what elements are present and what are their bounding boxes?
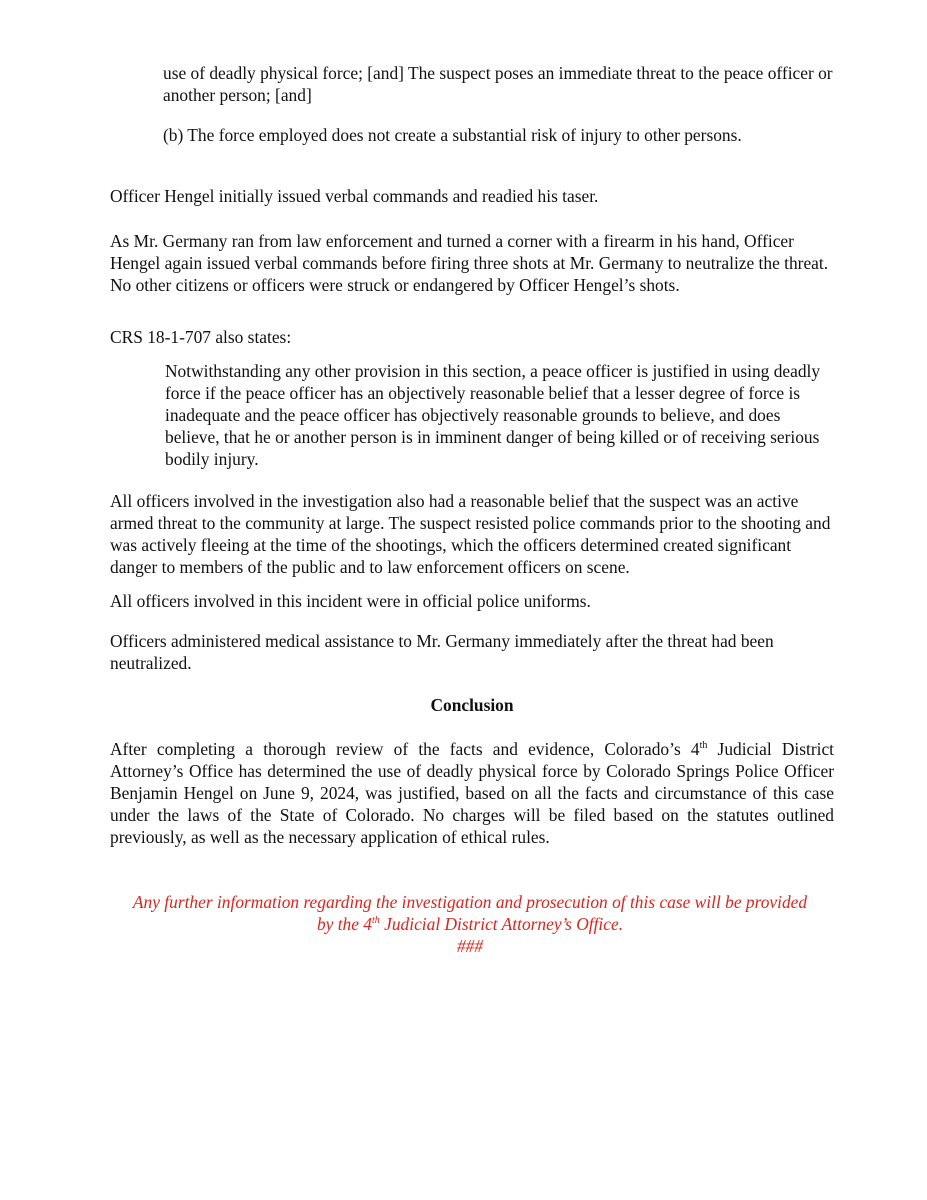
statute-continuation-text: use of deadly physical force; [and] The suspect poses an immediate threat to the peace officer or another person; [and]: [163, 63, 833, 105]
end-mark: ###: [456, 936, 484, 956]
conclusion-text-start: After completing a thorough review of the facts and evidence, Colorado’s 4: [110, 739, 700, 759]
paragraph-uniforms: All officers involved in this incident were in official police uniforms.: [110, 591, 591, 611]
paragraph-shots-fired: As Mr. Germany ran from law enforcement and turned a corner with a firearm in his hand, Officer Hengel again issued verbal commands before firing three shots at Mr. Germany to neutralize the threat. No other citizens or officers were struck or endangered by Officer Hengel’s shots.: [110, 231, 829, 295]
paragraph-reasonable-belief: All officers involved in the investigation also had a reasonable belief that the suspect was an active armed threat to the community at large. The suspect resisted police commands prior to the shooting and was actively fleeing at the time of the shootings, which the officers determined created significant danger to members of the public and to law enforcement officers on scene.: [110, 491, 831, 577]
conclusion-ordinal-suffix: th: [699, 740, 708, 752]
closing-statement: [80, 891, 860, 957]
closing-line-2-start: by the 4: [316, 914, 372, 934]
paragraph-verbal-commands: Officer Hengel initially issued verbal commands and readied his taser.: [110, 186, 599, 206]
closing-line-2: [80, 913, 860, 935]
paragraph-crs-intro: CRS 18-1-707 also states:: [110, 327, 292, 347]
paragraph-medical-assistance: Officers administered medical assistance to Mr. Germany immediately after the threat had been neutralized.: [110, 631, 774, 673]
conclusion-text-end: Judicial District Attorney’s Office has determined the use of deadly physical force by Colorado Springs Police Officer Benjamin Hengel on June 9, 2024, was justified, based on all the facts and circumstance of this case under the laws of the State of Colorado. No charges will be filed based on the statutes outlined previously, as well as the necessary application of ethical rules.: [110, 739, 834, 847]
statute-item-b: (b) The force employed does not create a substantial risk of injury to other persons.: [163, 125, 742, 145]
closing-line-2-end: Judicial District Attorney’s Office.: [379, 914, 624, 934]
conclusion-paragraph: [110, 738, 834, 848]
closing-ordinal-suffix: th: [372, 915, 380, 927]
crs-quote-block: Notwithstanding any other provision in this section, a peace officer is justified in using deadly force if the peace officer has an objectively reasonable belief that a lesser degree of force is inadequate and the peace officer has objectively reasonable grounds to believe, and does believe, that he or another person is in imminent danger of being killed or of receiving serious bodily injury.: [165, 361, 821, 469]
conclusion-heading: Conclusion: [430, 695, 514, 715]
closing-line-1: Any further information regarding the investigation and prosecution of this case will be provided: [132, 892, 808, 912]
